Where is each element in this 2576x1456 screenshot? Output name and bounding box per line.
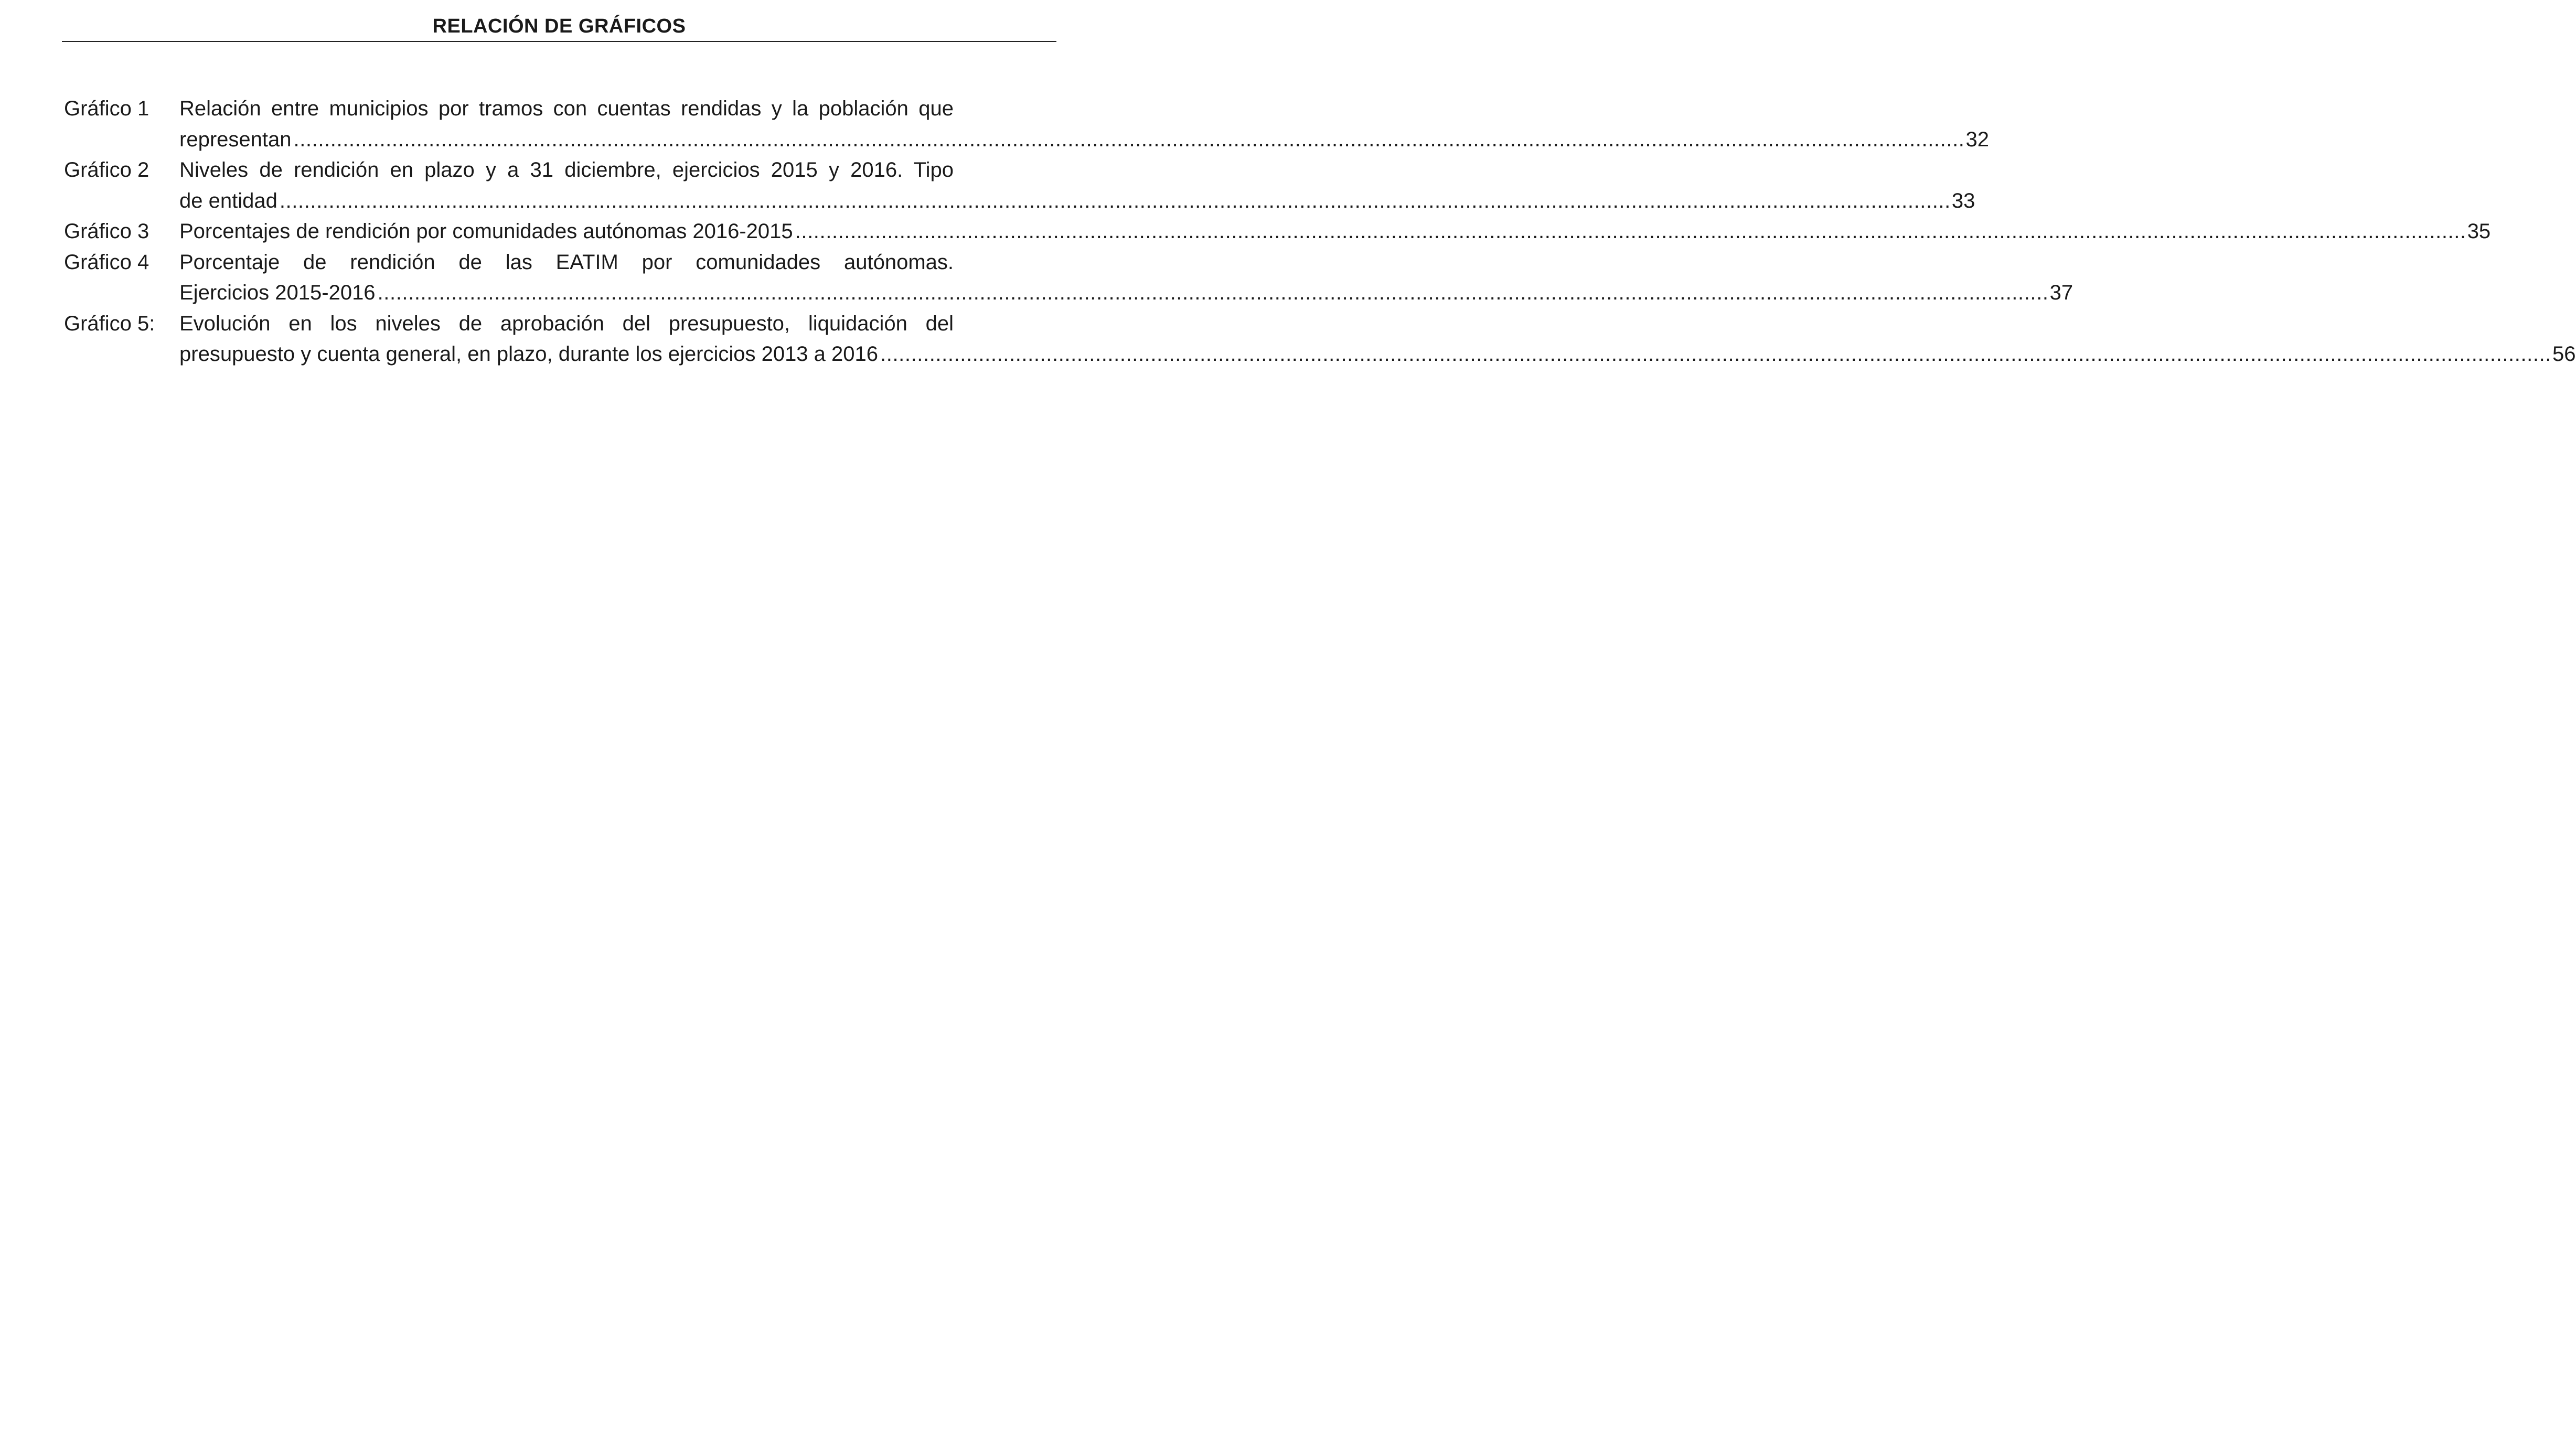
dot-leader: ................................................................................................................................................................................................................................................................................ — [795, 220, 2466, 243]
toc-entry-label: Gráfico 3 — [64, 220, 149, 243]
toc-entry-grafico-2 — [64, 155, 1975, 216]
page-title: RELACIÓN DE GRÁFICOS — [432, 15, 686, 37]
toc-entry-grafico-1 — [64, 93, 1989, 155]
table-of-contents — [64, 93, 2576, 370]
toc-page-number: 35 — [2467, 220, 2491, 243]
toc-entry-title-end: Porcentajes de rendición por comunidades autónomas 2016-2015 — [179, 220, 793, 243]
dot-leader: ................................................................................................................................................................................................................................................................................ — [880, 342, 2552, 366]
toc-entry-title-line: Relación entre municipios por tramos con cuentas rendidas y la población que — [179, 97, 954, 120]
page-header — [62, 12, 1056, 42]
toc-entry-title-end: Ejercicios 2015-2016 — [179, 281, 376, 304]
toc-entry-title-line: Evolución en los niveles de aprobación del presupuesto, liquidación del — [179, 312, 954, 335]
toc-entry-final-line — [179, 124, 1989, 155]
toc-entry-grafico-4 — [64, 247, 2073, 308]
toc-entry-label: Gráfico 1 — [64, 97, 149, 120]
toc-entry-text — [179, 155, 1975, 216]
dot-leader: ................................................................................................................................................................................................................................................................................ — [279, 189, 1951, 212]
toc-page-number: 56 — [2552, 342, 2576, 366]
toc-entry-final-line — [179, 277, 2073, 308]
toc-entry-title-line: Porcentaje de rendición de las EATIM por comunidades autónomas. — [179, 250, 954, 274]
toc-entry-title-end: presupuesto y cuenta general, en plazo, durante los ejercicios 2013 a 2016 — [179, 342, 879, 366]
toc-entry-final-line — [179, 339, 2576, 370]
toc-entry-text — [179, 308, 2576, 370]
dot-leader: ................................................................................................................................................................................................................................................................................ — [293, 127, 1965, 151]
toc-page-number: 32 — [1965, 127, 1989, 151]
toc-entry-final-line — [179, 216, 2491, 247]
toc-entry-text — [179, 247, 2073, 308]
toc-page-number: 37 — [2049, 281, 2073, 304]
toc-entry-label: Gráfico 5: — [64, 312, 155, 335]
toc-entry-title-end: representan — [179, 127, 292, 151]
toc-entry-final-line — [179, 186, 1975, 217]
toc-entry-text — [179, 93, 1989, 155]
toc-entry-grafico-3 — [64, 216, 2491, 247]
dot-leader: ................................................................................................................................................................................................................................................................................ — [377, 281, 2049, 304]
toc-entry-grafico-5 — [64, 308, 2576, 370]
toc-entry-label: Gráfico 2 — [64, 158, 149, 181]
toc-entry-label: Gráfico 4 — [64, 250, 149, 274]
toc-page-number: 33 — [1951, 189, 1975, 212]
toc-entry-title-line: Niveles de rendición en plazo y a 31 diciembre, ejercicios 2015 y 2016. Tipo — [179, 158, 954, 181]
toc-entry-text — [179, 216, 2491, 247]
toc-entry-title-end: de entidad — [179, 189, 277, 212]
